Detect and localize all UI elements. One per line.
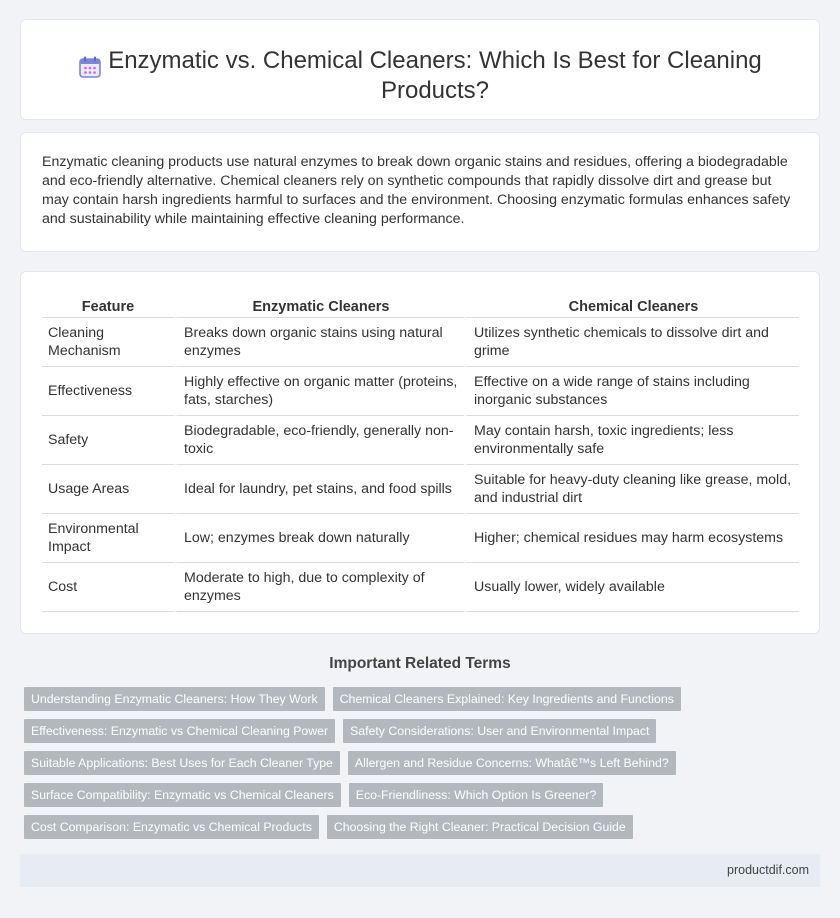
chemical-cell: Suitable for heavy-duty cleaning like grease, mold, and industrial dirt bbox=[464, 465, 799, 514]
feature-cell: Environmental Impact bbox=[42, 514, 174, 563]
related-term-tag[interactable]: Understanding Enzymatic Cleaners: How They Work bbox=[24, 687, 325, 711]
related-term-tag[interactable]: Eco-Friendliness: Which Option Is Greener? bbox=[349, 783, 604, 807]
tag-row bbox=[24, 815, 816, 839]
feature-cell: Safety bbox=[42, 416, 174, 465]
related-term-tag[interactable]: Suitable Applications: Best Uses for Each Cleaner Type bbox=[24, 751, 340, 775]
related-terms-heading: Important Related Terms bbox=[329, 655, 511, 672]
table-row bbox=[42, 514, 799, 563]
enzymatic-cell: Highly effective on organic matter (proteins, fats, starches) bbox=[174, 367, 464, 416]
table-row bbox=[42, 416, 799, 465]
related-term-tag[interactable]: Choosing the Right Cleaner: Practical Decision Guide bbox=[327, 815, 633, 839]
comparison-table bbox=[42, 294, 799, 612]
tag-row bbox=[24, 687, 816, 711]
table-row bbox=[42, 367, 799, 416]
chemical-cell: Usually lower, widely available bbox=[464, 563, 799, 612]
footer-site-link[interactable]: productdif.com bbox=[727, 863, 809, 877]
page-title: Enzymatic vs. Chemical Cleaners: Which Is Best for Cleaning Products? bbox=[108, 47, 762, 104]
enzymatic-cell: Low; enzymes break down naturally bbox=[174, 514, 464, 563]
related-terms-list bbox=[24, 687, 816, 847]
footer-bar bbox=[20, 854, 820, 887]
table-header-row bbox=[42, 294, 799, 318]
enzymatic-cell: Biodegradable, eco-friendly, generally non-toxic bbox=[174, 416, 464, 465]
table-row bbox=[42, 465, 799, 514]
tag-row bbox=[24, 719, 816, 743]
feature-cell: Cleaning Mechanism bbox=[42, 318, 174, 367]
tag-row bbox=[24, 751, 816, 775]
calendar-icon bbox=[77, 54, 103, 80]
enzymatic-cell: Moderate to high, due to complexity of enzymes bbox=[174, 563, 464, 612]
intro-paragraph: Enzymatic cleaning products use natural enzymes to break down organic stains and residues, offering a biodegradable and eco-friendly alternative. Chemical cleaners rely on synthetic compounds that rapidly dissolve dirt and grease but may contain harsh ingredients harmful to surfaces and the environment. Choosing enzymatic formulas enhances safety and sustainability while maintaining effective cleaning performance. bbox=[42, 154, 791, 227]
related-term-tag[interactable]: Safety Considerations: User and Environmental Impact bbox=[343, 719, 656, 743]
chemical-cell: May contain harsh, toxic ingredients; less environmentally safe bbox=[464, 416, 799, 465]
intro-card bbox=[20, 132, 820, 252]
comparison-table-card bbox=[20, 271, 820, 634]
header-card bbox=[20, 19, 820, 120]
table-row bbox=[42, 563, 799, 612]
related-term-tag[interactable]: Effectiveness: Enzymatic vs Chemical Cleaning Power bbox=[24, 719, 335, 743]
feature-cell: Effectiveness bbox=[42, 367, 174, 416]
chemical-cell: Utilizes synthetic chemicals to dissolve dirt and grime bbox=[464, 318, 799, 367]
column-header-enzymatic: Enzymatic Cleaners bbox=[174, 294, 464, 318]
enzymatic-cell: Breaks down organic stains using natural enzymes bbox=[174, 318, 464, 367]
column-header-chemical: Chemical Cleaners bbox=[464, 294, 799, 318]
related-term-tag[interactable]: Allergen and Residue Concerns: Whatâ€™s Left Behind? bbox=[348, 751, 676, 775]
related-term-tag[interactable]: Surface Compatibility: Enzymatic vs Chemical Cleaners bbox=[24, 783, 341, 807]
column-header-feature: Feature bbox=[42, 294, 174, 318]
feature-cell: Cost bbox=[42, 563, 174, 612]
enzymatic-cell: Ideal for laundry, pet stains, and food spills bbox=[174, 465, 464, 514]
chemical-cell: Effective on a wide range of stains including inorganic substances bbox=[464, 367, 799, 416]
tag-row bbox=[24, 783, 816, 807]
related-term-tag[interactable]: Cost Comparison: Enzymatic vs Chemical Products bbox=[24, 815, 319, 839]
title-wrap bbox=[61, 46, 779, 106]
table-row bbox=[42, 318, 799, 367]
feature-cell: Usage Areas bbox=[42, 465, 174, 514]
chemical-cell: Higher; chemical residues may harm ecosystems bbox=[464, 514, 799, 563]
related-term-tag[interactable]: Chemical Cleaners Explained: Key Ingredients and Functions bbox=[333, 687, 681, 711]
